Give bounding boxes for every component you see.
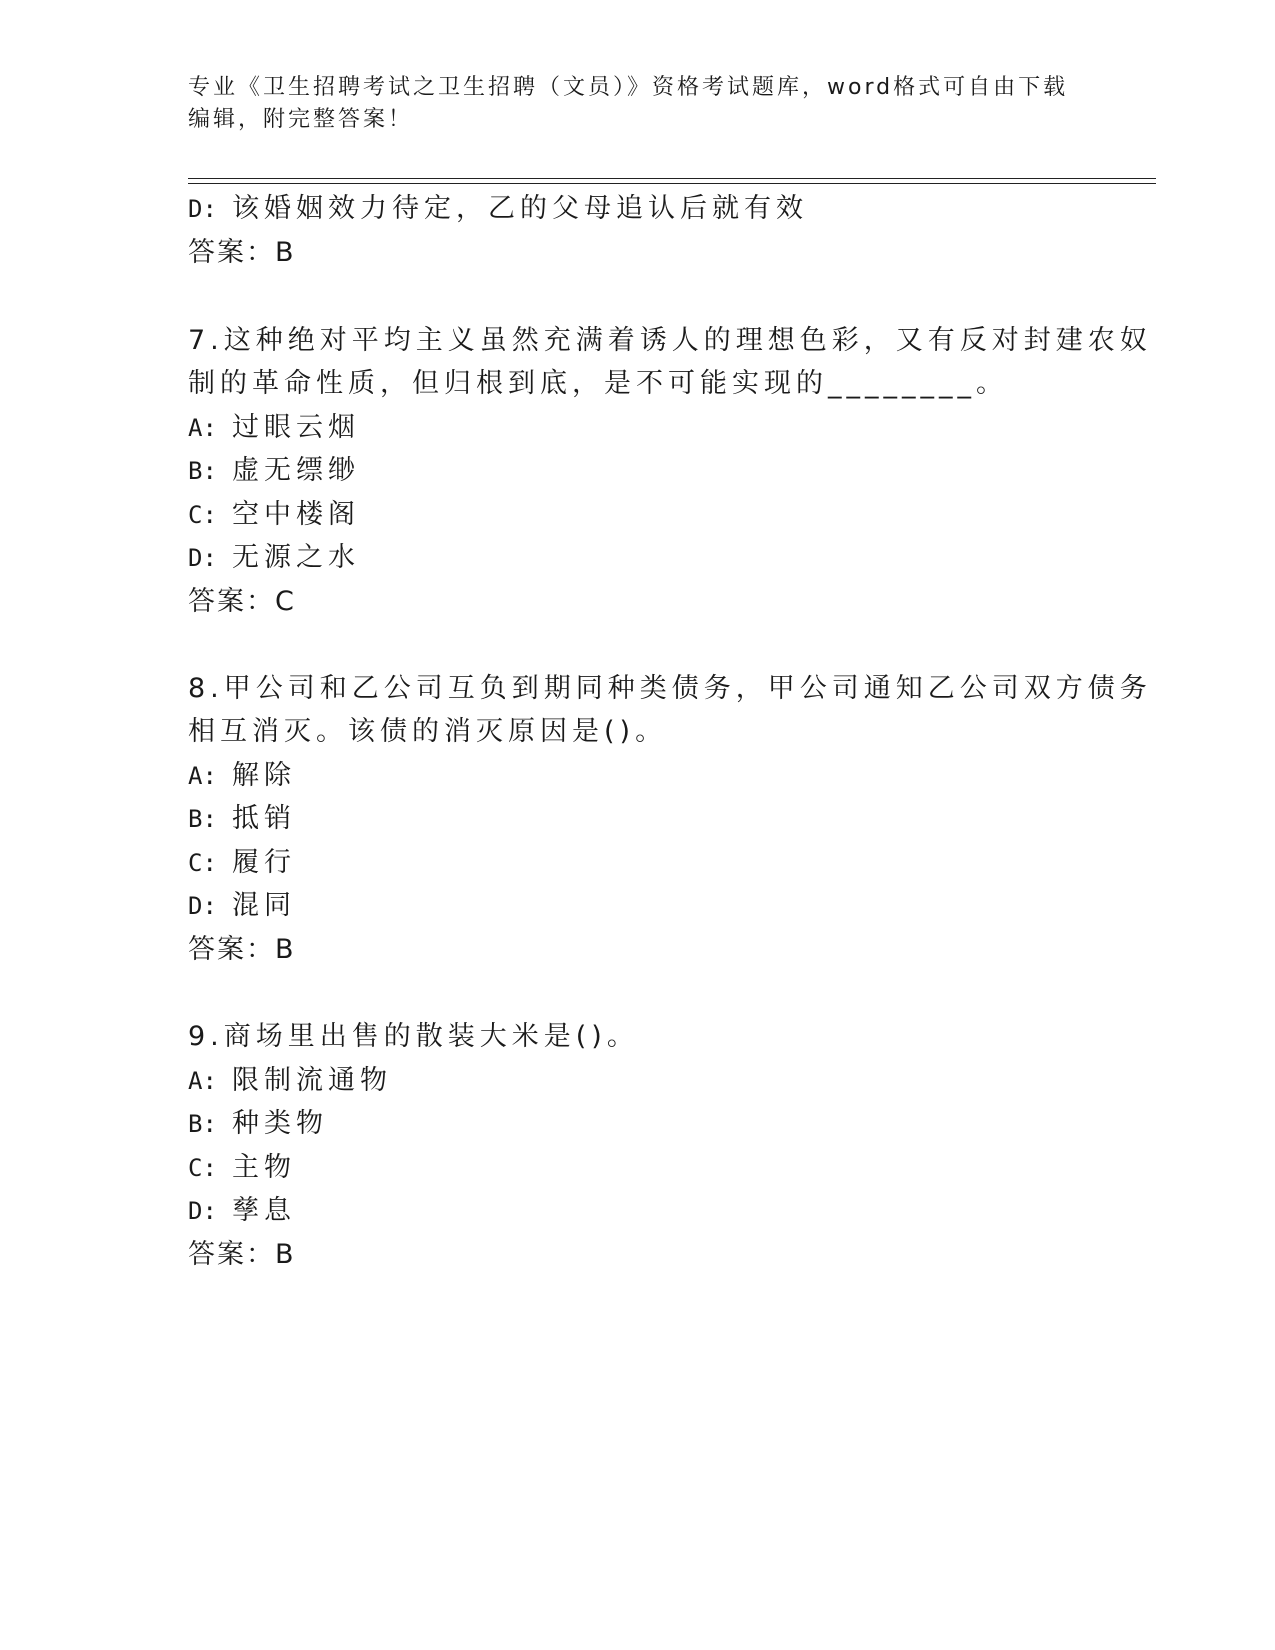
option-text: 解除	[232, 760, 296, 791]
option-text: 混同	[232, 890, 296, 921]
option-text: 无源之水	[232, 542, 360, 573]
option-d	[188, 186, 808, 225]
question-9-answer: 答案：B	[188, 1239, 296, 1270]
header-divider-top	[188, 178, 1156, 179]
option-letter: D:	[188, 544, 217, 572]
question-9-option-a	[188, 1058, 392, 1097]
question-7-text-line-2: 制的革命性质，但归根到底，是不可能实现的________。	[188, 368, 1008, 399]
option-letter: C:	[188, 1154, 217, 1182]
question-9-option-b	[188, 1101, 328, 1140]
option-letter: B:	[188, 1110, 217, 1138]
question-8-option-c	[188, 840, 296, 879]
question-8-answer: 答案：B	[188, 934, 296, 965]
option-letter: D:	[188, 195, 217, 223]
question-8-option-a	[188, 753, 296, 792]
question-9-option-c	[188, 1145, 296, 1184]
option-text: 种类物	[232, 1108, 328, 1139]
question-8-text-line-1: 8.甲公司和乙公司互负到期同种类债务，甲公司通知乙公司双方债务	[188, 673, 1152, 704]
question-7-answer: 答案：C	[188, 586, 296, 617]
answer-line: 答案：B	[188, 237, 296, 268]
question-7-option-a	[188, 405, 360, 444]
option-letter: A:	[188, 414, 217, 442]
option-text: 虚无缥缈	[232, 455, 360, 486]
question-8-option-b	[188, 796, 296, 835]
option-letter: C:	[188, 849, 217, 877]
option-text: 空中楼阁	[232, 499, 360, 530]
option-letter: A:	[188, 762, 217, 790]
question-8-text-line-2: 相互消灭。该债的消灭原因是()。	[188, 716, 668, 747]
option-letter: B:	[188, 805, 217, 833]
header-divider-bottom	[188, 183, 1156, 184]
option-text: 履行	[232, 847, 296, 878]
question-7-option-b	[188, 448, 360, 487]
option-text: 限制流通物	[232, 1065, 392, 1096]
question-9-text-line-1: 9.商场里出售的散装大米是()。	[188, 1021, 639, 1052]
option-text: 该婚姻效力待定，乙的父母追认后就有效	[232, 193, 808, 224]
option-text: 抵销	[232, 803, 296, 834]
question-7-option-c	[188, 492, 360, 531]
option-letter: D:	[188, 892, 217, 920]
option-letter: C:	[188, 501, 217, 529]
option-text: 孳息	[232, 1195, 296, 1226]
question-8-option-d	[188, 883, 296, 922]
option-letter: D:	[188, 1197, 217, 1225]
option-text: 主物	[232, 1152, 296, 1183]
option-letter: B:	[188, 457, 217, 485]
document-header: 专业《卫生招聘考试之卫生招聘（文员）》资格考试题库，word格式可自由下载编辑，附完整答案！	[188, 75, 1069, 132]
option-letter: A:	[188, 1067, 217, 1095]
option-text: 过眼云烟	[232, 412, 360, 443]
question-7-text-line-1: 7.这种绝对平均主义虽然充满着诱人的理想色彩，又有反对封建农奴	[188, 325, 1152, 356]
question-9-option-d	[188, 1188, 296, 1227]
question-7-option-d	[188, 535, 360, 574]
